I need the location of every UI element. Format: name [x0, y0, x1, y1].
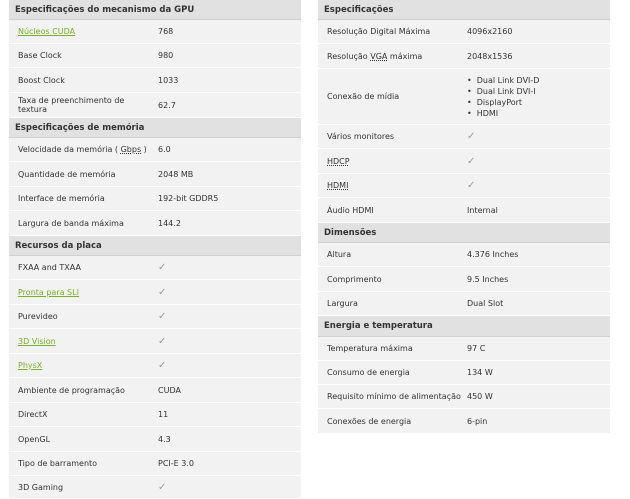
spec-value: 980 [158, 51, 174, 60]
spec-row-opengl [9, 427, 301, 452]
spec-row-memory-amount [9, 162, 301, 187]
section-title: Especificações de memória [15, 122, 145, 133]
spec-row-height [318, 243, 610, 267]
spec-label: Altura [327, 250, 352, 259]
spec-row-hdmi-audio [318, 198, 610, 223]
spec-value: 6-pin [467, 416, 488, 426]
spec-label: Resolução VGA máxima [327, 51, 423, 61]
spec-label: 3D Gaming [18, 482, 64, 492]
list-item: • DisplayPort [467, 97, 539, 108]
cuda-cores-link[interactable]: Núcleos CUDA [18, 27, 76, 36]
spec-value: 62.7 [158, 100, 176, 110]
spec-row-fxaa-txaa [9, 256, 301, 280]
spec-value: Internal [467, 205, 498, 215]
physx-link[interactable]: PhysX [18, 361, 43, 370]
media-connection-list [461, 75, 539, 119]
spec-row-base-clock [9, 44, 301, 68]
spec-label: Ambiente de programação [18, 385, 125, 395]
spec-value: 192-bit GDDR5 [158, 194, 219, 203]
spec-row-length [318, 267, 610, 292]
section-title: Especificações [324, 4, 394, 15]
check-icon: ✓ [467, 155, 476, 167]
hdmi-label: HDMI [327, 181, 349, 190]
spec-label: FXAA and TXAA [18, 263, 81, 272]
list-item: • HDMI [467, 108, 539, 119]
check-icon: ✓ [158, 360, 167, 371]
list-item: • Dual Link DVI-D [467, 75, 539, 86]
spec-row-sli [9, 280, 301, 305]
check-icon: ✓ [158, 481, 167, 493]
check-icon: ✓ [158, 262, 167, 273]
spec-value: 134 W [467, 368, 493, 377]
spec-value: 1033 [158, 75, 179, 85]
spec-value: 2048 MB [158, 169, 194, 179]
spec-value: 450 W [467, 392, 493, 401]
spec-value: 768 [158, 27, 174, 36]
spec-label: Velocidade da memória ( Gbps ) [18, 145, 147, 154]
section-title: Energia e temperatura [324, 321, 433, 331]
board-features-header [9, 236, 301, 256]
spec-row-physx [9, 354, 301, 378]
spec-row-width [318, 292, 610, 316]
spec-row-bus-type [9, 452, 301, 476]
spec-value: 4096x2160 [467, 27, 513, 36]
spec-row-3d-vision [9, 329, 301, 354]
spec-label: Base Clock [18, 51, 62, 60]
spec-row-directx [9, 403, 301, 427]
spec-value: 97 C [467, 344, 486, 353]
spec-row-programming-env [9, 378, 301, 403]
left-spec-panel [9, 0, 301, 499]
spec-label: Taxa de preenchimento de textura [18, 96, 125, 114]
section-title: Dimensões [324, 227, 377, 238]
gbps-abbr: Gbps [120, 145, 142, 154]
spec-row-hdmi [318, 174, 610, 198]
spec-label: Tipo de barramento [18, 459, 98, 468]
check-icon: ✓ [158, 311, 167, 322]
spec-label: Vários monitores [327, 132, 395, 141]
spec-label: Conexão de mídia [327, 92, 400, 101]
dimensions-header [318, 223, 610, 243]
section-title: Recursos da placa [15, 240, 102, 251]
spec-row-texture-fill-rate [9, 93, 301, 118]
spec-row-memory-bandwidth [9, 211, 301, 236]
spec-value: 144.2 [158, 218, 181, 228]
spec-row-max-digital-resolution [318, 20, 610, 44]
spec-row-cuda-cores [9, 20, 301, 44]
spec-label: Resolução Digital Máxima [327, 27, 431, 36]
spec-value: Dual Slot [467, 299, 504, 308]
spec-label: Comprimento [327, 274, 382, 284]
spec-row-hdcp [318, 149, 610, 174]
gpu-engine-header [9, 0, 301, 20]
spec-row-purevideo [9, 305, 301, 329]
spec-row-media-connection [318, 69, 610, 125]
spec-label: Consumo de energia [327, 368, 410, 377]
sli-ready-link[interactable]: Pronta para SLI [18, 287, 79, 297]
specs-header [318, 0, 610, 20]
spec-label: Temperatura máxima [327, 344, 413, 353]
spec-value: PCI-E 3.0 [158, 459, 194, 468]
spec-row-boost-clock [9, 68, 301, 93]
spec-row-max-vga-resolution [318, 44, 610, 69]
memory-specs-header [9, 118, 301, 138]
spec-value: 9.5 Inches [467, 274, 509, 284]
spec-label: Purevideo [18, 312, 58, 321]
spec-label: Conexões de energia [327, 416, 412, 426]
spec-label: DirectX [18, 410, 48, 419]
check-icon: ✓ [158, 335, 167, 347]
spec-value: 11 [158, 410, 169, 419]
spec-label: Áudio HDMI [327, 205, 374, 215]
vga-abbr: VGA [370, 51, 388, 61]
spec-value: 2048x1536 [467, 51, 513, 61]
spec-label: Largura de banda máxima [18, 218, 124, 228]
spec-label: Boost Clock [18, 75, 65, 85]
spec-value: 4.376 Inches [467, 250, 519, 259]
hdcp-label: HDCP [327, 156, 350, 166]
spec-label: Requisito mínimo de alimentação [327, 392, 461, 401]
spec-row-multi-monitor [318, 125, 610, 149]
power-temperature-header [318, 316, 610, 337]
spec-row-max-temperature [318, 337, 610, 361]
right-spec-panel [318, 0, 610, 434]
spec-label: OpenGL [18, 434, 51, 444]
spec-label: Quantidade de memória [18, 169, 116, 179]
check-icon: ✓ [158, 286, 167, 298]
spec-value: CUDA [158, 385, 181, 395]
spec-row-memory-speed [9, 138, 301, 162]
list-item: • Dual Link DVI-I [467, 86, 539, 97]
spec-value: 6.0 [158, 145, 171, 154]
check-icon: ✓ [467, 180, 476, 191]
3d-vision-link[interactable]: 3D Vision [18, 336, 56, 346]
spec-value: 4.3 [158, 434, 171, 444]
check-icon: ✓ [467, 131, 476, 142]
spec-row-3d-gaming [9, 476, 301, 499]
spec-row-min-power-requirement [318, 385, 610, 409]
spec-row-memory-interface [9, 187, 301, 211]
section-title: Especificações do mecanismo da GPU [15, 4, 195, 15]
spec-label: Largura [327, 299, 358, 308]
spec-label: Interface de memória [18, 194, 105, 203]
spec-row-power-consumption [318, 361, 610, 385]
spec-row-power-connectors [318, 409, 610, 434]
